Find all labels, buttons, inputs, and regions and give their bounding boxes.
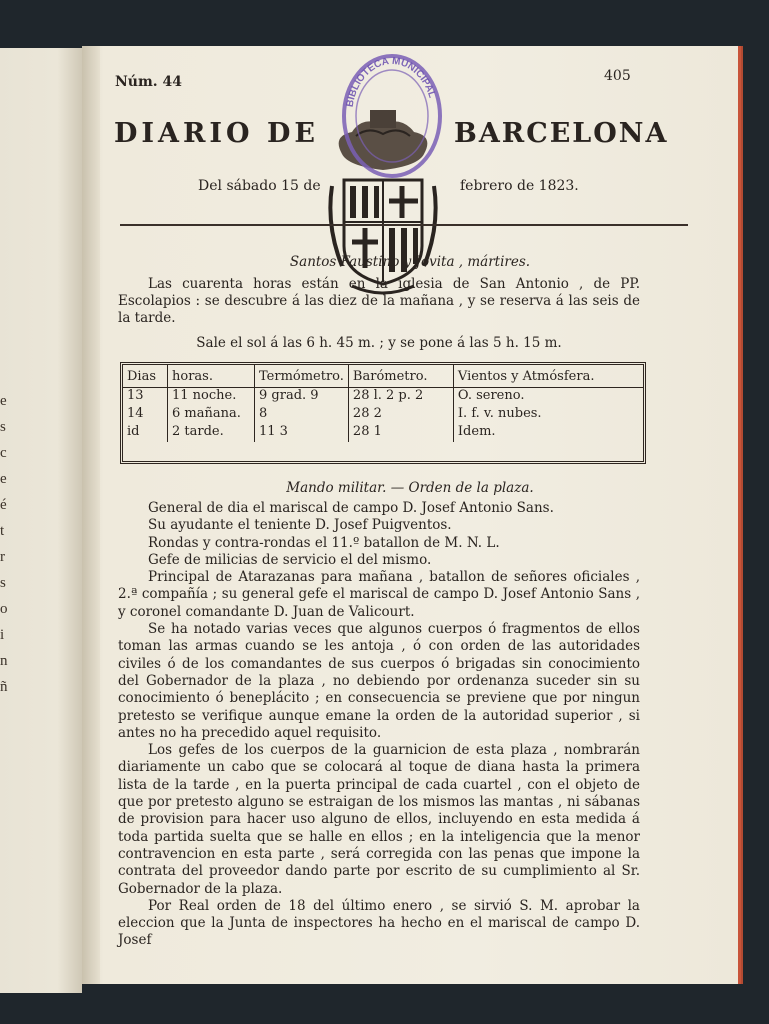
date-right: febrero de 1823.	[460, 178, 579, 194]
weather-header-row	[123, 365, 643, 388]
cell-thermo: 9 grad. 9	[255, 388, 349, 407]
cell-baro: 28 2	[348, 406, 453, 424]
body-paragraph: General de dia el mariscal de campo D. Josef Antonio Sans.	[148, 500, 554, 516]
col-header-days: Dias	[123, 365, 168, 388]
body-paragraph: Su ayudante el teniente D. Josef Puigventos.	[148, 517, 452, 534]
fragment-char: o	[0, 601, 8, 617]
masthead-right: BARCELONA	[454, 118, 669, 149]
sun-times: Sale el sol á las 6 h. 45 m. ; y se pone á las 5 h. 15 m.	[196, 335, 562, 351]
masthead-left: DIARIO DE	[114, 118, 319, 149]
table-row	[123, 388, 643, 407]
cell-baro: 28 1	[348, 424, 453, 442]
newspaper-page	[82, 46, 738, 984]
cell-baro: 28 l. 2 p. 2	[348, 388, 453, 407]
weather-table	[120, 362, 646, 464]
cell-wind: O. sereno.	[457, 388, 525, 403]
left-page-text	[0, 388, 14, 700]
cell-day: id	[123, 424, 168, 442]
table-row	[123, 406, 643, 424]
body-paragraph: Por Real orden de 18 del último enero , se sirvió S. M. aprobar la eleccion que la Junta de inspectores ha hecho en el mariscal de campo D. Josef	[118, 897, 640, 949]
body-paragraph: Rondas y contra-rondas el 11.º batallon de M. N. L.	[148, 534, 500, 551]
table-row	[123, 424, 643, 442]
saints-of-day: Santos Faustino y Jovita , mártires.	[289, 254, 531, 270]
fragment-char: é	[0, 497, 7, 513]
date-left: Del sábado 15 de	[198, 178, 321, 194]
fragment-char: s	[0, 575, 6, 591]
issue-number: Núm. 44	[115, 74, 183, 90]
fragment-char: n	[0, 653, 8, 669]
cell-hour: 6 mañana.	[168, 406, 255, 424]
fragment-char: e	[0, 471, 7, 487]
fragment-char: r	[0, 549, 5, 565]
cell-hour: 11 noche.	[168, 388, 255, 407]
header-rule	[120, 224, 688, 226]
fragment-char: e	[0, 393, 7, 409]
article-body	[118, 500, 640, 950]
notice-paragraph: Las cuarenta horas están en la iglesia de San Antonio , de PP. Escolapios : se descubre á las diez de la mañana , y se reserva á las seis de la tarde.	[118, 276, 640, 326]
col-header-barometer: Barómetro.	[348, 365, 453, 388]
stamp-text: BIBLIOTECA MUNICIPAL	[344, 55, 438, 108]
page-number: 405	[604, 68, 631, 84]
body-paragraph: Los gefes de los cuerpos de la guarnicion de esta plaza , nombrarán diariamente un cabo que se colocará al toque de diana hasta la primera lista de la tarde , en la puerta principal de cada cuartel , con el objeto de que por pretesto alguno se estraigan de los mismos las mantas , ni sábanas de provision para hacer uso alguno de ellos, incluyendo en esta medida á toda partida suelta que se halle en ellos ; en la inteligencia que la menor contravencion en esta parte , será corregida con las penas que impone la contrata del proveedor dando parte por escrito de su cumplimiento al Sr. Gobernador de la plaza.	[118, 742, 640, 897]
fragment-char: s	[0, 419, 6, 435]
fragment-char: ñ	[0, 679, 8, 695]
cell-wind: Idem.	[457, 424, 496, 439]
body-paragraph: Principal de Atarazanas para mañana , batallon de señores oficiales , 2.ª compañía ; su general gefe el mariscal de campo D. Josef Antonio Sans , y coronel comandante D. Juan de Valicourt.	[118, 569, 640, 620]
body-paragraph: Gefe de milicias de servicio el del mismo.	[148, 551, 432, 568]
left-page-fragment	[0, 48, 82, 993]
page-gutter	[82, 46, 100, 984]
section-title: Mando militar. — Orden de la plaza.	[286, 480, 534, 496]
col-header-winds: Vientos y Atmósfera.	[453, 365, 643, 388]
fragment-char: t	[0, 523, 5, 539]
library-stamp	[340, 52, 444, 180]
cell-wind: I. f. v. nubes.	[457, 406, 542, 421]
cell-thermo: 11 3	[255, 424, 349, 442]
cell-hour: 2 tarde.	[168, 424, 255, 442]
cell-day: 13	[123, 388, 168, 407]
fragment-char: c	[0, 445, 7, 461]
cell-thermo: 8	[255, 406, 349, 424]
col-header-hours: horas.	[168, 365, 255, 388]
col-header-thermometer: Termómetro.	[255, 365, 349, 388]
fragment-char: i	[0, 627, 5, 643]
cell-day: 14	[123, 406, 168, 424]
body-paragraph: Se ha notado varias veces que algunos cuerpos ó fragmentos de ellos toman las armas cuando se les antoja , ó con orden de las autoridades civiles ó de los comandantes de sus cuerpos ó brigadas sin conocimiento del Gobernador de la plaza , no debiendo por ordenanza suceder sin su conocimiento ó beneplácito ; en consecuencia se previene que por ningun pretesto se verifique aunque emane la orden de la autoridad superior , si antes no ha precedido aquel requisito.	[118, 621, 640, 741]
